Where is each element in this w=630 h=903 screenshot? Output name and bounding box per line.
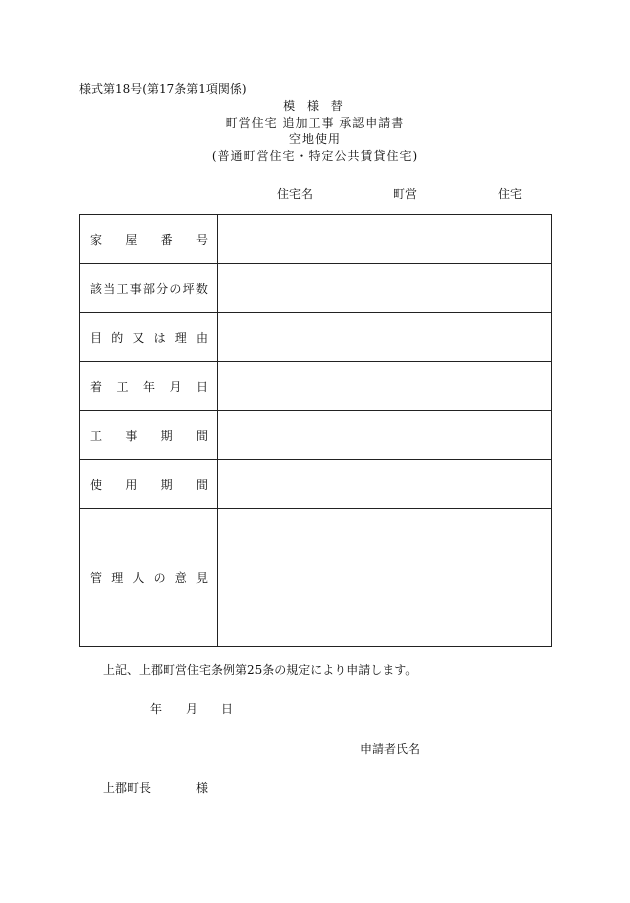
addressee-name: 上郡町長 <box>103 781 152 795</box>
row-value-field[interactable] <box>218 313 552 362</box>
table-row <box>80 313 552 362</box>
housing-town-label: 町営 <box>393 187 418 201</box>
table-row <box>80 509 552 647</box>
housing-house-label: 住宅 <box>498 187 523 201</box>
row-label: 使 用 期 間 <box>80 460 218 509</box>
row-label: 目 的 又 は 理 由 <box>80 313 218 362</box>
row-value-field[interactable] <box>218 264 552 313</box>
row-value-field[interactable] <box>218 460 552 509</box>
date-day-label: 日 <box>221 702 234 716</box>
table-row <box>80 264 552 313</box>
table-row <box>80 215 552 264</box>
row-value-field[interactable] <box>218 362 552 411</box>
row-value-field[interactable] <box>218 509 552 647</box>
date-month-label: 月 <box>186 702 199 716</box>
housing-name-label: 住宅名 <box>277 187 314 201</box>
row-value-field[interactable] <box>218 215 552 264</box>
table-row <box>80 411 552 460</box>
title-line-1: 模 様 替 <box>283 99 347 113</box>
row-label: 該 当 工 事 部 分 の 坪 数 <box>80 264 218 313</box>
table-row <box>80 362 552 411</box>
title-line-2: 町営住宅 追加工事 承認申請書 <box>225 116 405 130</box>
date-year-label: 年 <box>150 702 163 716</box>
row-value-field[interactable] <box>218 411 552 460</box>
row-label: 管 理 人 の 意 見 <box>80 509 218 647</box>
table-row <box>80 460 552 509</box>
title-line-3: 空地使用 <box>288 132 341 146</box>
application-statement: 上記、上郡町営住宅条例第25条の規定により申請します。 <box>103 663 418 677</box>
applicant-name-label: 申請者氏名 <box>360 742 421 756</box>
form-number: 様式第18号(第17条第1項関係) <box>79 82 247 96</box>
title-line-4: (普通町営住宅・特定公共賃貸住宅) <box>211 149 419 163</box>
addressee-honorific: 様 <box>196 781 209 795</box>
row-label: 家 屋 番 号 <box>80 215 218 264</box>
application-table <box>79 214 552 647</box>
row-label: 工 事 期 間 <box>80 411 218 460</box>
row-label: 着 工 年 月 日 <box>80 362 218 411</box>
